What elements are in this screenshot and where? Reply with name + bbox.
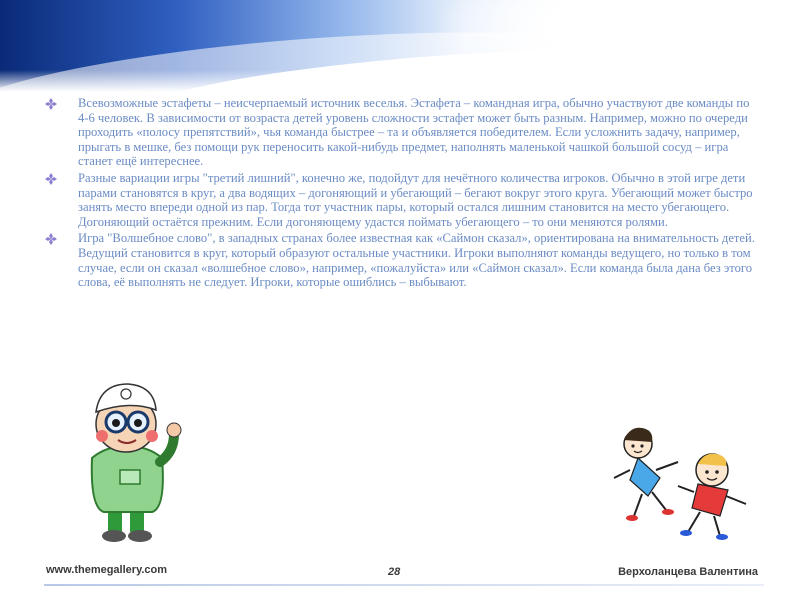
footer-author: Верхоланцева Валентина (618, 566, 758, 578)
page-number: 28 (388, 566, 401, 578)
bullet-text: Игра "Волшебное слово", в западных странах более известная как «Саймон сказал», ориентирована на внимательность детей. Ведущий становится в круг, который образуют остальные участники. Игроки выполняют команды ведущего, но только в том случае, если он сказал «волшебное слово», например, «пожалуйста» или «Саймон сказал». Если команда была дана без этого слова, её выполнять не следует. Игроки, которые ошиблись – выбывают. (78, 231, 755, 290)
header-fade (0, 70, 800, 92)
footer-divider (44, 584, 764, 586)
bullet-item (44, 96, 760, 169)
bullet-text: Всевозможные эстафеты – неисчерпаемый источник веселья. Эстафета – командная игра, обычно участвуют две команды по 4-6 человек. В зависимости от возраста детей уровень сложности эстафет может быть разным. Например, можно по очереди проходить «полосу препятствий», чья команда быстрее – та и объявляется победителем. Если усложнить задачу, например, прыгать в мешке, без помощи рук переносить какой-нибудь предмет, наполнять маленькой чашкой большой сосуд – игра станет ещё интереснее. (78, 96, 750, 169)
bullet-list (44, 96, 760, 292)
diamond-bullet-icon (44, 97, 58, 111)
footer (0, 560, 800, 600)
bullet-text: Разные вариации игры "третий лишний", конечно же, подойдут для нечётного количества игроков. Обычно в этой игре дети парами становятся в круг, а два водящих – догоняющий и убегающий – бегают вокруг этого круга. Убегающий может быстро занять место впереди одной из пар. Тогда тот участник пары, который остался лишним становится на место убегающего. Догоняющий остаётся прежним. Если догоняющему удастся поймать убегающего – то они меняются ролями. (78, 170, 753, 229)
bullet-item (44, 171, 760, 229)
header-band (0, 0, 800, 92)
diamond-bullet-icon (44, 172, 58, 186)
footer-website: www.themegallery.com (46, 564, 168, 576)
doctor-character-illustration (70, 378, 190, 548)
diamond-bullet-icon (44, 232, 58, 246)
running-children-illustration (608, 420, 758, 540)
bullet-item (44, 231, 760, 289)
